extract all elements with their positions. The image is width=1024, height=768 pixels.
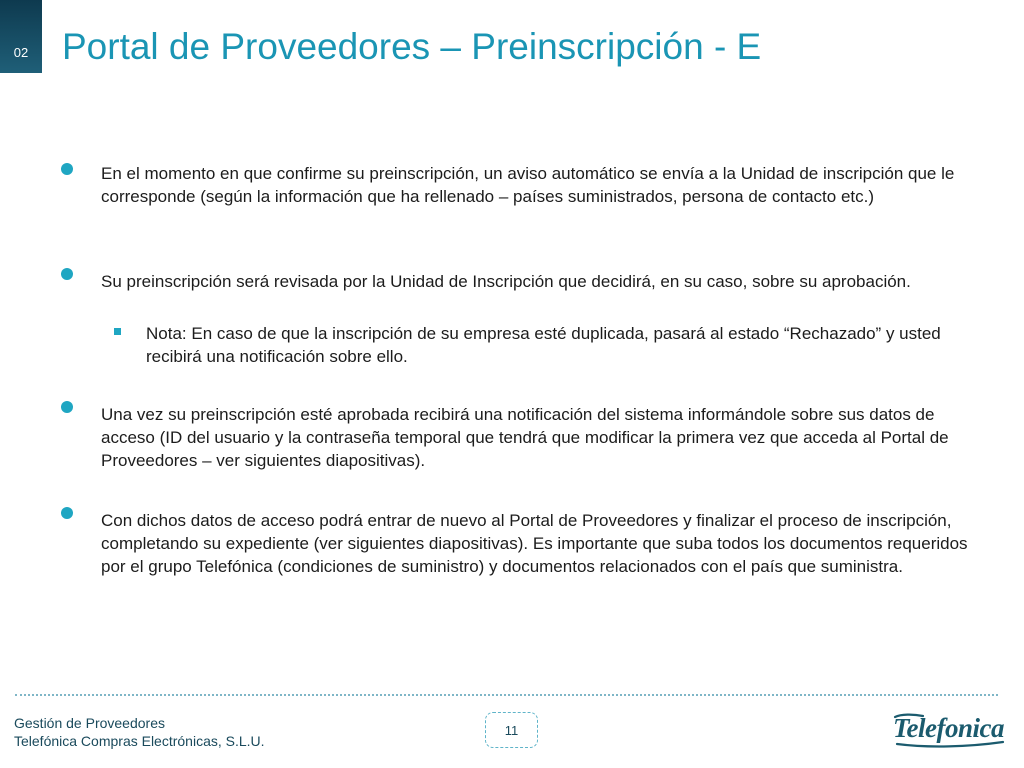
bullet-text: Con dichos datos de acceso podrá entrar de nuevo al Portal de Proveedores y finalizar el proceso de inscripción, completando su expediente (ver siguientes diapositivas). Es importante que suba todos los documentos requeridos por el grupo Telefónica (condiciones de suministro) y documentos relacionados con el país que suministra. bbox=[101, 511, 968, 576]
sub-bullet-text: Nota: En caso de que la inscripción de su empresa esté duplicada, pasará al estado “Rechazado” y usted recibirá una notificación sobre ello. bbox=[146, 324, 941, 366]
telefonica-logo bbox=[893, 711, 1005, 749]
page-number-badge bbox=[485, 712, 538, 748]
footer-divider bbox=[15, 694, 998, 696]
logo-wordmark: Telefonica bbox=[893, 713, 1004, 743]
footer-organization bbox=[14, 714, 265, 750]
bullet-icon bbox=[61, 268, 73, 280]
footer-org-line2: Telefónica Compras Electrónicas, S.L.U. bbox=[14, 733, 265, 749]
bullet-text: Una vez su preinscripción esté aprobada recibirá una notificación del sistema informándole sobre sus datos de acceso (ID del usuario y la contraseña temporal que tendrá que modificar la primera vez que acceda al Portal de Proveedores – ver siguientes diapositivas). bbox=[101, 405, 949, 470]
sub-bullet-icon bbox=[114, 328, 121, 335]
logo-swash-icon bbox=[893, 711, 1005, 749]
bullet-text: Su preinscripción será revisada por la Unidad de Inscripción que decidirá, en su caso, sobre su aprobación. bbox=[101, 272, 911, 291]
page-title: Portal de Proveedores – Preinscripción - E bbox=[62, 26, 762, 67]
bullet-icon bbox=[61, 507, 73, 519]
page-number: 11 bbox=[504, 723, 519, 738]
bullet-icon bbox=[61, 401, 73, 413]
bullet-text: En el momento en que confirme su preinscripción, un aviso automático se envía a la Unidad de inscripción que le corresponde (según la información que ha rellenado – países suministrados, persona de contacto etc.) bbox=[101, 164, 955, 206]
section-number: 02 bbox=[13, 45, 29, 60]
footer-org-line1: Gestión de Proveedores bbox=[14, 715, 165, 731]
section-tab bbox=[0, 0, 42, 73]
bullet-icon bbox=[61, 163, 73, 175]
